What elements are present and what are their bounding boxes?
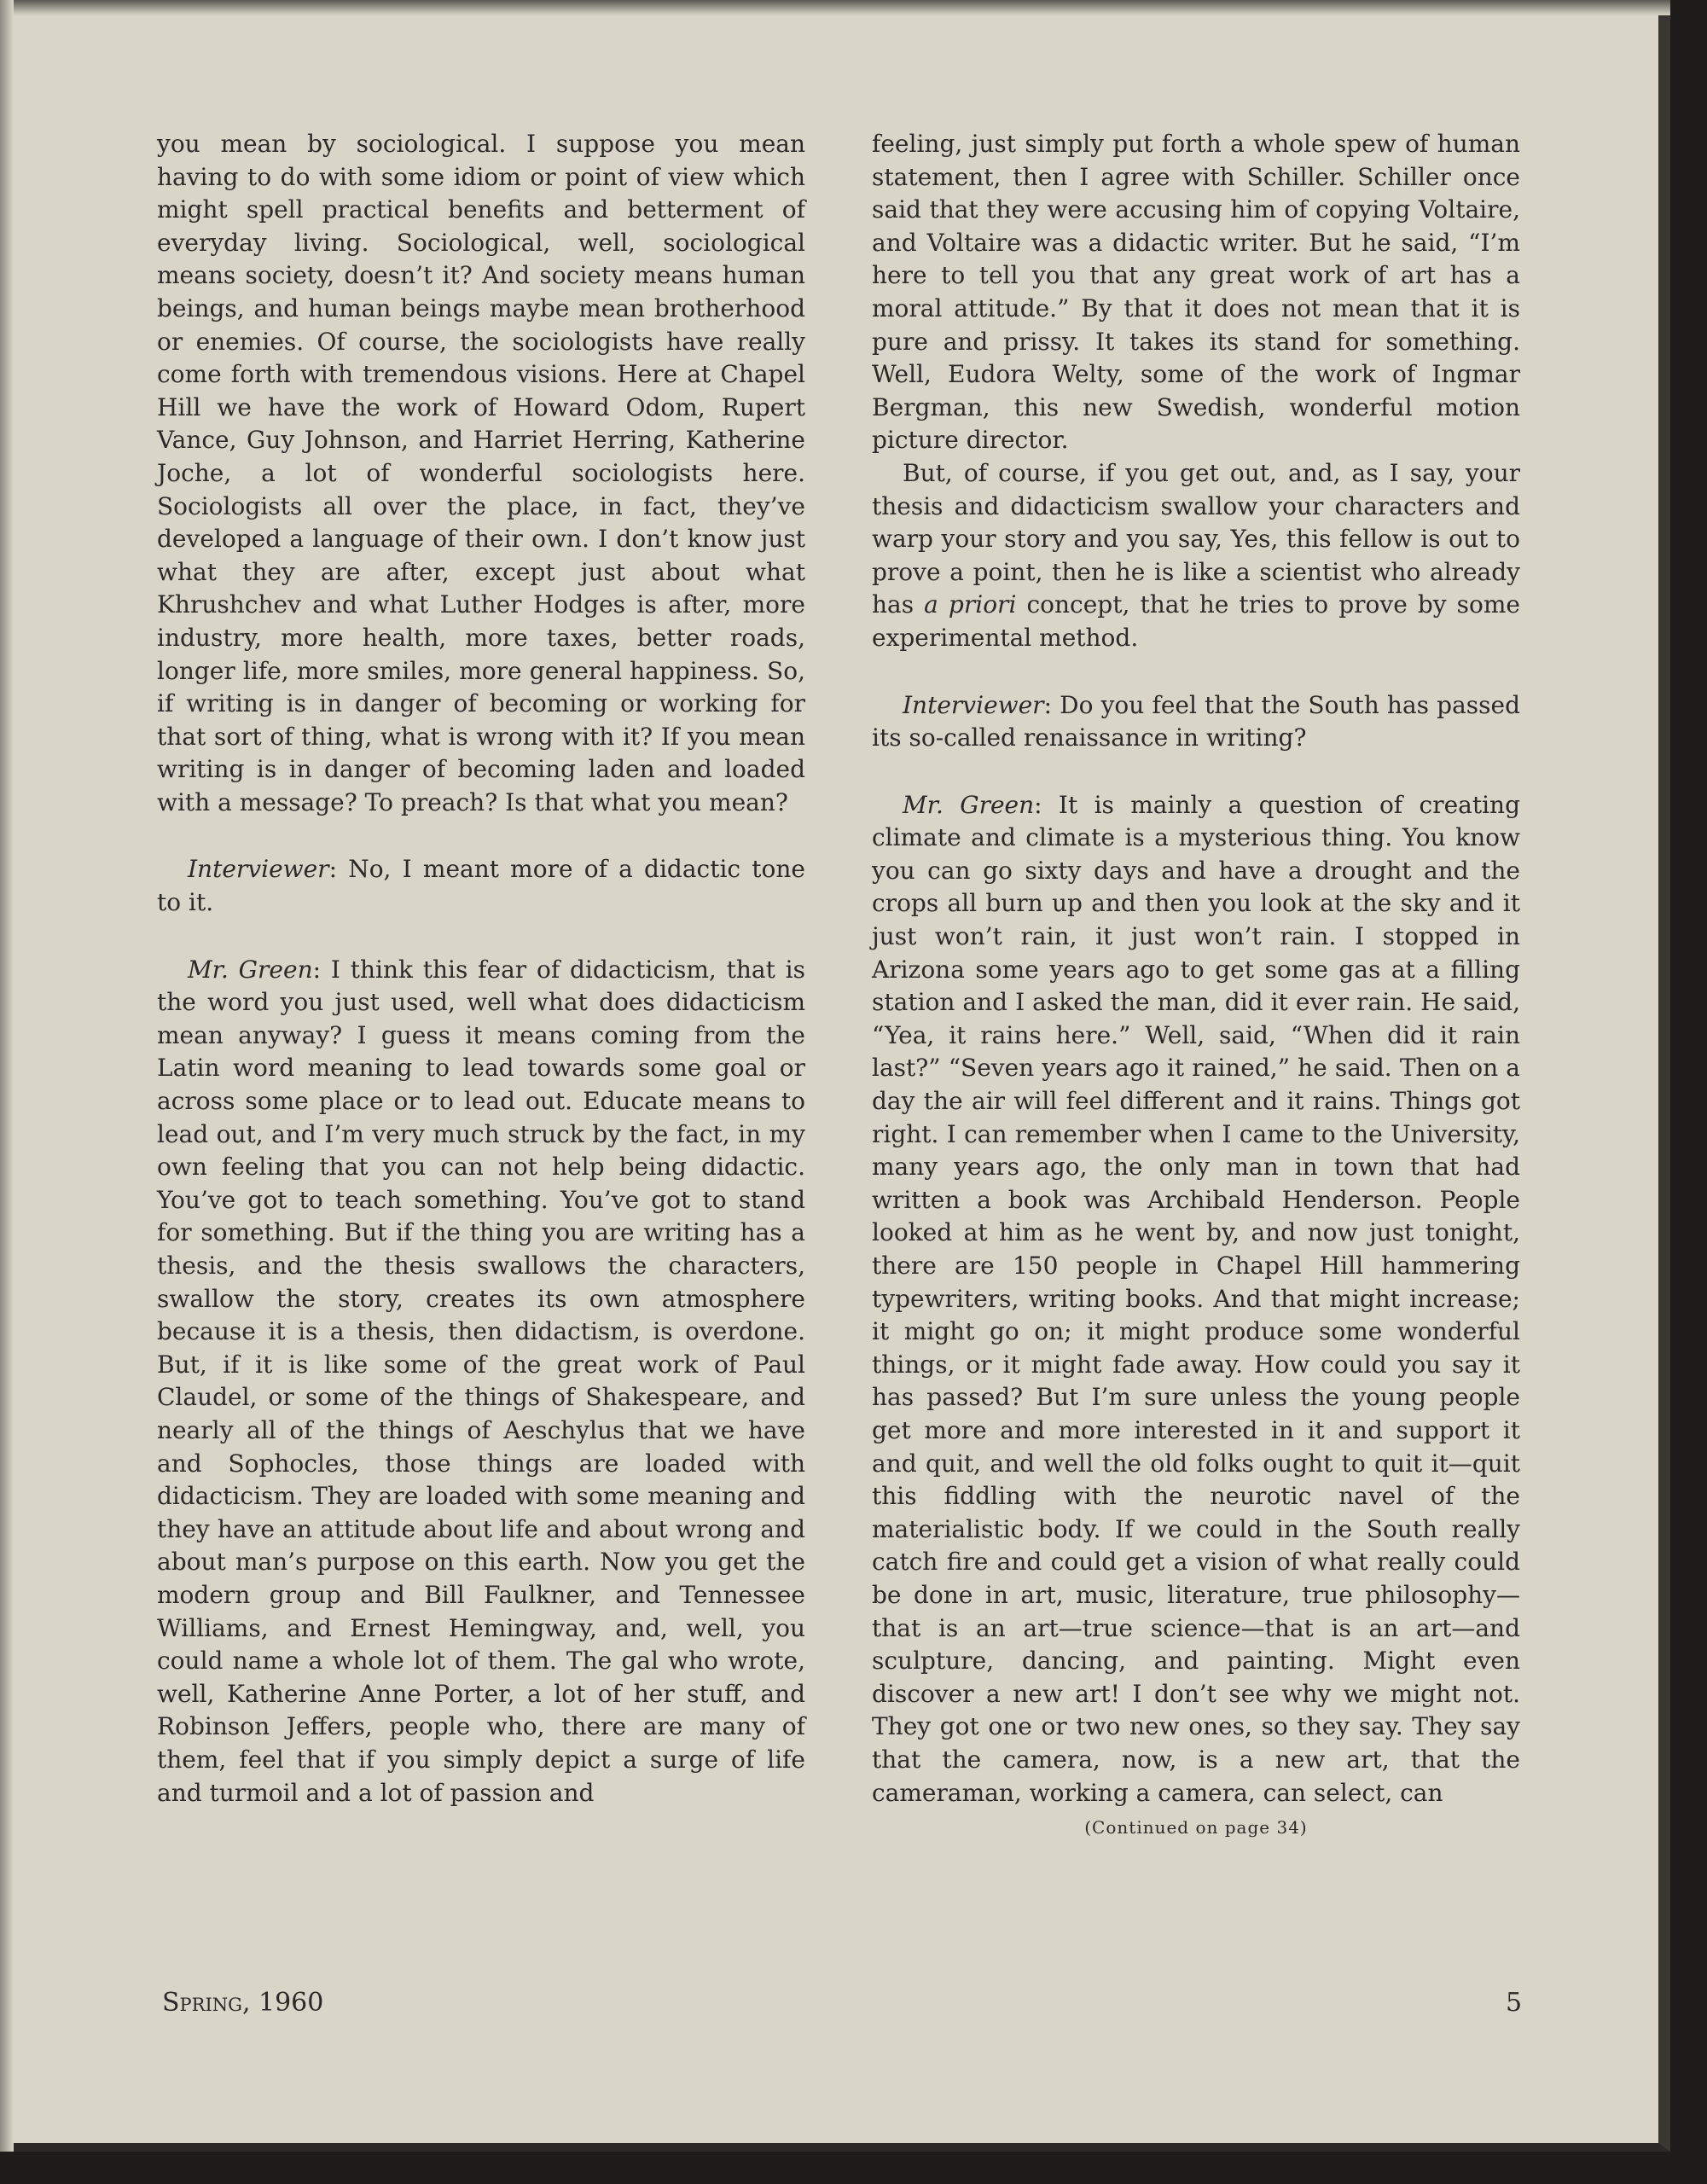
- left-paragraph-interviewer: [157, 853, 805, 919]
- page-top-shadow: [0, 0, 1670, 15]
- speaker-label: Mr. Green: [188, 955, 313, 984]
- paragraph-text: : I think this fear of didacticism, that is the word you just used, well what does didacticism mean anyway? I guess it means coming from the Latin word meaning to lead towards some goal or across some place or to lead out. Educate means to lead out, and I’m very much struck by the fact, in my own feeling that you can not help being didactic. You’ve got to teach something. You’ve got to stand for something. But if the thing you are writing has a thesis, and the thesis swallows the characters, swallow the story, creates its own atmosphere because it is a thesis, then didactism, is overdone. But, if it is like some of the great work of Paul Claudel, or some of the things of Shakespeare, and nearly all of the things of Aeschylus that we have and Sophocles, those things are loaded with didacticism. They are loaded with some meaning and they have an attitude about life and about wrong and about man’s purpose on this earth. Now you get the modern group and Bill Faulkner, and Tennessee Williams, and Ernest Hemingway, and, well, you could name a whole lot of them. The gal who wrote, well, Katherine Anne Porter, a lot of her stuff, and Robinson Jeffers, people who, there are many of them, feel that if you simply depict a surge of life and turmoil and a lot of passion and: [157, 955, 805, 1807]
- paragraph-text: : No, I meant more of a didactic tone to it.: [157, 855, 805, 917]
- left-text-column: [157, 128, 805, 1809]
- paragraph-text: concept, that he tries to prove by some experimental method.: [872, 590, 1520, 652]
- right-paragraph-interviewer: [872, 689, 1520, 755]
- issue-date: Spring, 1960: [162, 1988, 324, 2018]
- speaker-label: Mr. Green: [903, 790, 1035, 819]
- left-paragraph-1: you mean by sociological. I suppose you mean having to do with some idiom or point of view which might spell practical benefits and betterment of everyday living. Sociological, well, sociological means society, doesn’t it? And society means human beings, and human beings maybe mean brotherhood or enemies. Of course, the sociologists have really come forth with tremendous visions. Here at Chapel Hill we have the work of Howard Odom, Rupert Vance, Guy Johnson, and Harriet Herring, Katherine Joche, a lot of wonderful sociologists here. Sociologists all over the place, in fact, they’ve developed a language of their own. I don’t know just what they are after, except just about what Khrushchev and what Luther Hodges is after, more industry, more health, more taxes, better roads, longer life, more smiles, more general happiness. So, if writing is in danger of becoming or working for that sort of thing, what is wrong with it? If you mean writing is in danger of becoming laden and loaded with a message? To preach? Is that what you mean?: [157, 130, 805, 816]
- paragraph-text: But, of course, if you get out, and, as I say, your thesis and didacticism swallow your characters and warp your story and you say, Yes, this fellow is out to prove a point, then he is like a scientist who already has: [872, 458, 1520, 619]
- paragraph-text: : It is mainly a question of creating climate and climate is a mysterious thing. You know you can go sixty days and have a drought and the crops all burn up and then you look at the sky and it just won’t rain, it just won’t rain. I stopped in Arizona some years ago to get some gas at a filling station and I asked the man, did it ever rain. He said, “Yea, it rains here.” Well, said, “When did it rain last?” “Seven years ago it rained,” he said. Then on a day the air will feel different and it rains. Things got right. I can remember when I came to the University, many years ago, the only man in town that had written a book was Archibald Henderson. People looked at him as he went by, and now just tonight, there are 150 people in Chapel Hill hammering typewriters, writing books. And that might increase; it might go on; it might produce some wonderful things, or it might fade away. How could you say it has passed? But I’m sure unless the young people get more and more interested in it and support it and quit, and well the old folks ought to quit it—quit this fiddling with the neurotic navel of the materialistic body. If we could in the South really catch fire and could get a vision of what really could be done in art, music, literature, true philosophy—that is an art—true science—that is an art—and sculpture, dancing, and painting. Might even discover a new art! I don’t see why we might not. They got one or two new ones, so they say. They say that the camera, now, is a new art, that the cameraman, working a camera, can select, can: [872, 790, 1520, 1807]
- right-paragraph-mr-green: [872, 789, 1520, 1809]
- speaker-label: Interviewer: [188, 855, 329, 884]
- right-paragraph-2: [872, 457, 1520, 655]
- page-binding-shadow: [0, 0, 14, 2152]
- continued-note: (Continued on page 34): [1084, 1817, 1308, 1838]
- right-text-column: [872, 128, 1520, 1844]
- right-paragraph-1: feeling, just simply put forth a whole spew of human statement, then I agree with Schiller. Schiller once said that they were accusing him of copying Voltaire, and Voltaire was a didactic writer. But he said, “I’m here to tell you that any great work of art has a moral attitude.” By that it does not mean that it is pure and prissy. It takes its stand for something. Well, Eudora Welty, some of the work of Ingmar Bergman, this new Swedish, wonderful motion picture director.: [872, 130, 1520, 455]
- italic-phrase: a priori: [924, 590, 1017, 619]
- left-paragraph-mr-green: [157, 954, 805, 1809]
- page-number: 5: [1506, 1988, 1523, 2018]
- speaker-label: Interviewer: [903, 690, 1044, 719]
- paragraph-text: : Do you feel that the South has passed its so-called renaissance in writing?: [872, 690, 1520, 752]
